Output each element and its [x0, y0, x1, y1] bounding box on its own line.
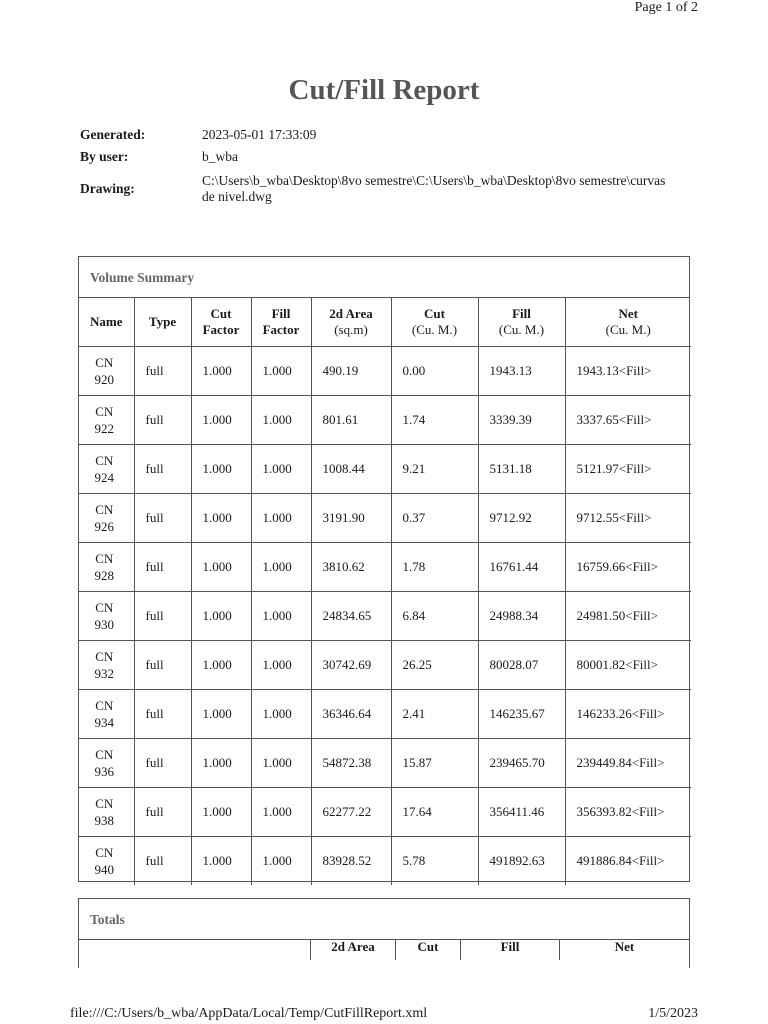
cell-name: CN 940 — [79, 837, 134, 886]
cell-name: CN 922 — [79, 396, 134, 445]
cell-net: 3337.65<Fill> — [565, 396, 691, 445]
cell-cut: 9.21 — [391, 445, 478, 494]
col-header-cut-factor: Cut Factor — [191, 298, 251, 347]
table-row — [79, 641, 691, 690]
col-header-name: Name — [79, 298, 134, 347]
cell-fill-factor: 1.000 — [251, 445, 311, 494]
cell-fill: 1943.13 — [478, 347, 565, 396]
totals-col-fill: Fill — [460, 940, 559, 960]
generated-value: 2023-05-01 17:33:09 — [202, 127, 317, 142]
cell-fill-factor: 1.000 — [251, 347, 311, 396]
footer-date: 1/5/2023 — [648, 1006, 698, 1021]
cell-cut: 2.41 — [391, 690, 478, 739]
cell-fill: 80028.07 — [478, 641, 565, 690]
totals-col-2d-area: 2d Area — [310, 940, 395, 960]
cell-fill-factor: 1.000 — [251, 396, 311, 445]
col-unit: (Cu. M.) — [498, 322, 545, 337]
col-header-fill: Fill (Cu. M.) — [478, 298, 565, 347]
cell-fill: 146235.67 — [478, 690, 565, 739]
totals-section — [78, 898, 690, 968]
cell-cut-factor: 1.000 — [191, 347, 251, 396]
cell-type: full — [134, 494, 191, 543]
cell-2d-area: 24834.65 — [311, 592, 391, 641]
cell-type: full — [134, 396, 191, 445]
cell-2d-area: 490.19 — [311, 347, 391, 396]
cell-net: 5121.97<Fill> — [565, 445, 691, 494]
col-header-cut: Cut (Cu. M.) — [391, 298, 478, 347]
cell-name: CN 924 — [79, 445, 134, 494]
table-row — [79, 788, 691, 837]
totals-col-cut: Cut — [395, 940, 460, 960]
table-row — [79, 739, 691, 788]
cell-name: CN 930 — [79, 592, 134, 641]
cell-type: full — [134, 592, 191, 641]
drawing-value: C:\Users\b_wba\Desktop\8vo semestre\C:\Users\b_wba\Desktop\8vo semestre\curvas de nivel.dwg — [202, 173, 666, 204]
cell-2d-area: 3191.90 — [311, 494, 391, 543]
cell-cut: 0.00 — [391, 347, 478, 396]
volume-summary-caption: Volume Summary — [79, 257, 689, 298]
cell-cut: 1.74 — [391, 396, 478, 445]
cell-fill-factor: 1.000 — [251, 494, 311, 543]
cell-name: CN 932 — [79, 641, 134, 690]
col-unit: (Cu. M.) — [605, 322, 651, 337]
col-unit: (sq.m) — [334, 322, 368, 337]
table-row — [79, 494, 691, 543]
cell-fill-factor: 1.000 — [251, 592, 311, 641]
cell-name: CN 920 — [79, 347, 134, 396]
table-row — [79, 837, 691, 886]
cell-cut-factor: 1.000 — [191, 396, 251, 445]
totals-header-row — [79, 940, 689, 968]
cell-fill-factor: 1.000 — [251, 641, 311, 690]
table-row — [79, 396, 691, 445]
user-value: b_wba — [202, 149, 238, 164]
cell-fill: 9712.92 — [478, 494, 565, 543]
page-number: Page 1 of 2 — [634, 0, 698, 15]
cell-net: 146233.26<Fill> — [565, 690, 691, 739]
totals-col-net: Net — [559, 940, 690, 960]
cell-cut: 1.78 — [391, 543, 478, 592]
cell-net: 491886.84<Fill> — [565, 837, 691, 886]
cell-cut-factor: 1.000 — [191, 739, 251, 788]
cell-type: full — [134, 347, 191, 396]
cell-fill: 239465.70 — [478, 739, 565, 788]
table-row — [79, 690, 691, 739]
cell-cut: 5.78 — [391, 837, 478, 886]
cell-cut: 17.64 — [391, 788, 478, 837]
cell-cut-factor: 1.000 — [191, 592, 251, 641]
cell-cut-factor: 1.000 — [191, 445, 251, 494]
volume-summary-section — [78, 256, 690, 882]
cell-fill-factor: 1.000 — [251, 690, 311, 739]
cell-net: 80001.82<Fill> — [565, 641, 691, 690]
cell-2d-area: 1008.44 — [311, 445, 391, 494]
col-header-2d-area: 2d Area (sq.m) — [311, 298, 391, 347]
cell-fill: 16761.44 — [478, 543, 565, 592]
cell-type: full — [134, 837, 191, 886]
meta-user — [80, 149, 680, 171]
cell-fill: 356411.46 — [478, 788, 565, 837]
cell-cut-factor: 1.000 — [191, 690, 251, 739]
cell-fill: 5131.18 — [478, 445, 565, 494]
table-row — [79, 445, 691, 494]
generated-label: Generated: — [80, 127, 146, 142]
cell-2d-area: 54872.38 — [311, 739, 391, 788]
cell-cut-factor: 1.000 — [191, 543, 251, 592]
cell-cut: 26.25 — [391, 641, 478, 690]
cell-net: 239449.84<Fill> — [565, 739, 691, 788]
cell-type: full — [134, 739, 191, 788]
cell-cut: 0.37 — [391, 494, 478, 543]
user-label: By user: — [80, 149, 129, 164]
cell-cut: 15.87 — [391, 739, 478, 788]
totals-caption: Totals — [79, 899, 689, 940]
cell-type: full — [134, 641, 191, 690]
cell-2d-area: 3810.62 — [311, 543, 391, 592]
cell-2d-area: 801.61 — [311, 396, 391, 445]
col-unit: (Cu. M.) — [411, 322, 458, 337]
col-header-type: Type — [134, 298, 191, 347]
cell-cut-factor: 1.000 — [191, 494, 251, 543]
cell-net: 9712.55<Fill> — [565, 494, 691, 543]
cell-fill: 491892.63 — [478, 837, 565, 886]
cell-name: CN 934 — [79, 690, 134, 739]
col-header-fill-factor: Fill Factor — [251, 298, 311, 347]
cell-2d-area: 83928.52 — [311, 837, 391, 886]
table-row — [79, 347, 691, 396]
cell-type: full — [134, 690, 191, 739]
volume-summary-table — [79, 298, 691, 885]
cell-fill-factor: 1.000 — [251, 543, 311, 592]
cell-name: CN 928 — [79, 543, 134, 592]
footer-file-path: file:///C:/Users/b_wba/AppData/Local/Temp/CutFillReport.xml — [70, 1006, 428, 1021]
cell-net: 1943.13<Fill> — [565, 347, 691, 396]
cell-cut-factor: 1.000 — [191, 837, 251, 886]
table-row — [79, 592, 691, 641]
report-meta — [80, 127, 680, 207]
col-header-net: Net (Cu. M.) — [565, 298, 691, 347]
report-title: Cut/Fill Report — [288, 74, 480, 106]
cell-2d-area: 30742.69 — [311, 641, 391, 690]
cell-cut-factor: 1.000 — [191, 641, 251, 690]
cell-cut-factor: 1.000 — [191, 788, 251, 837]
table-row — [79, 543, 691, 592]
cell-name: CN 926 — [79, 494, 134, 543]
cell-type: full — [134, 543, 191, 592]
meta-drawing — [80, 171, 680, 207]
cell-name: CN 938 — [79, 788, 134, 837]
cell-net: 24981.50<Fill> — [565, 592, 691, 641]
meta-generated — [80, 127, 680, 149]
cell-fill-factor: 1.000 — [251, 788, 311, 837]
table-header-row — [79, 298, 691, 347]
cell-net: 16759.66<Fill> — [565, 543, 691, 592]
cell-name: CN 936 — [79, 739, 134, 788]
cell-net: 356393.82<Fill> — [565, 788, 691, 837]
cell-2d-area: 62277.22 — [311, 788, 391, 837]
drawing-label: Drawing: — [80, 181, 135, 196]
cell-2d-area: 36346.64 — [311, 690, 391, 739]
cell-fill: 3339.39 — [478, 396, 565, 445]
cell-type: full — [134, 788, 191, 837]
cell-cut: 6.84 — [391, 592, 478, 641]
cell-fill-factor: 1.000 — [251, 837, 311, 886]
cell-fill: 24988.34 — [478, 592, 565, 641]
cell-fill-factor: 1.000 — [251, 739, 311, 788]
cell-type: full — [134, 445, 191, 494]
